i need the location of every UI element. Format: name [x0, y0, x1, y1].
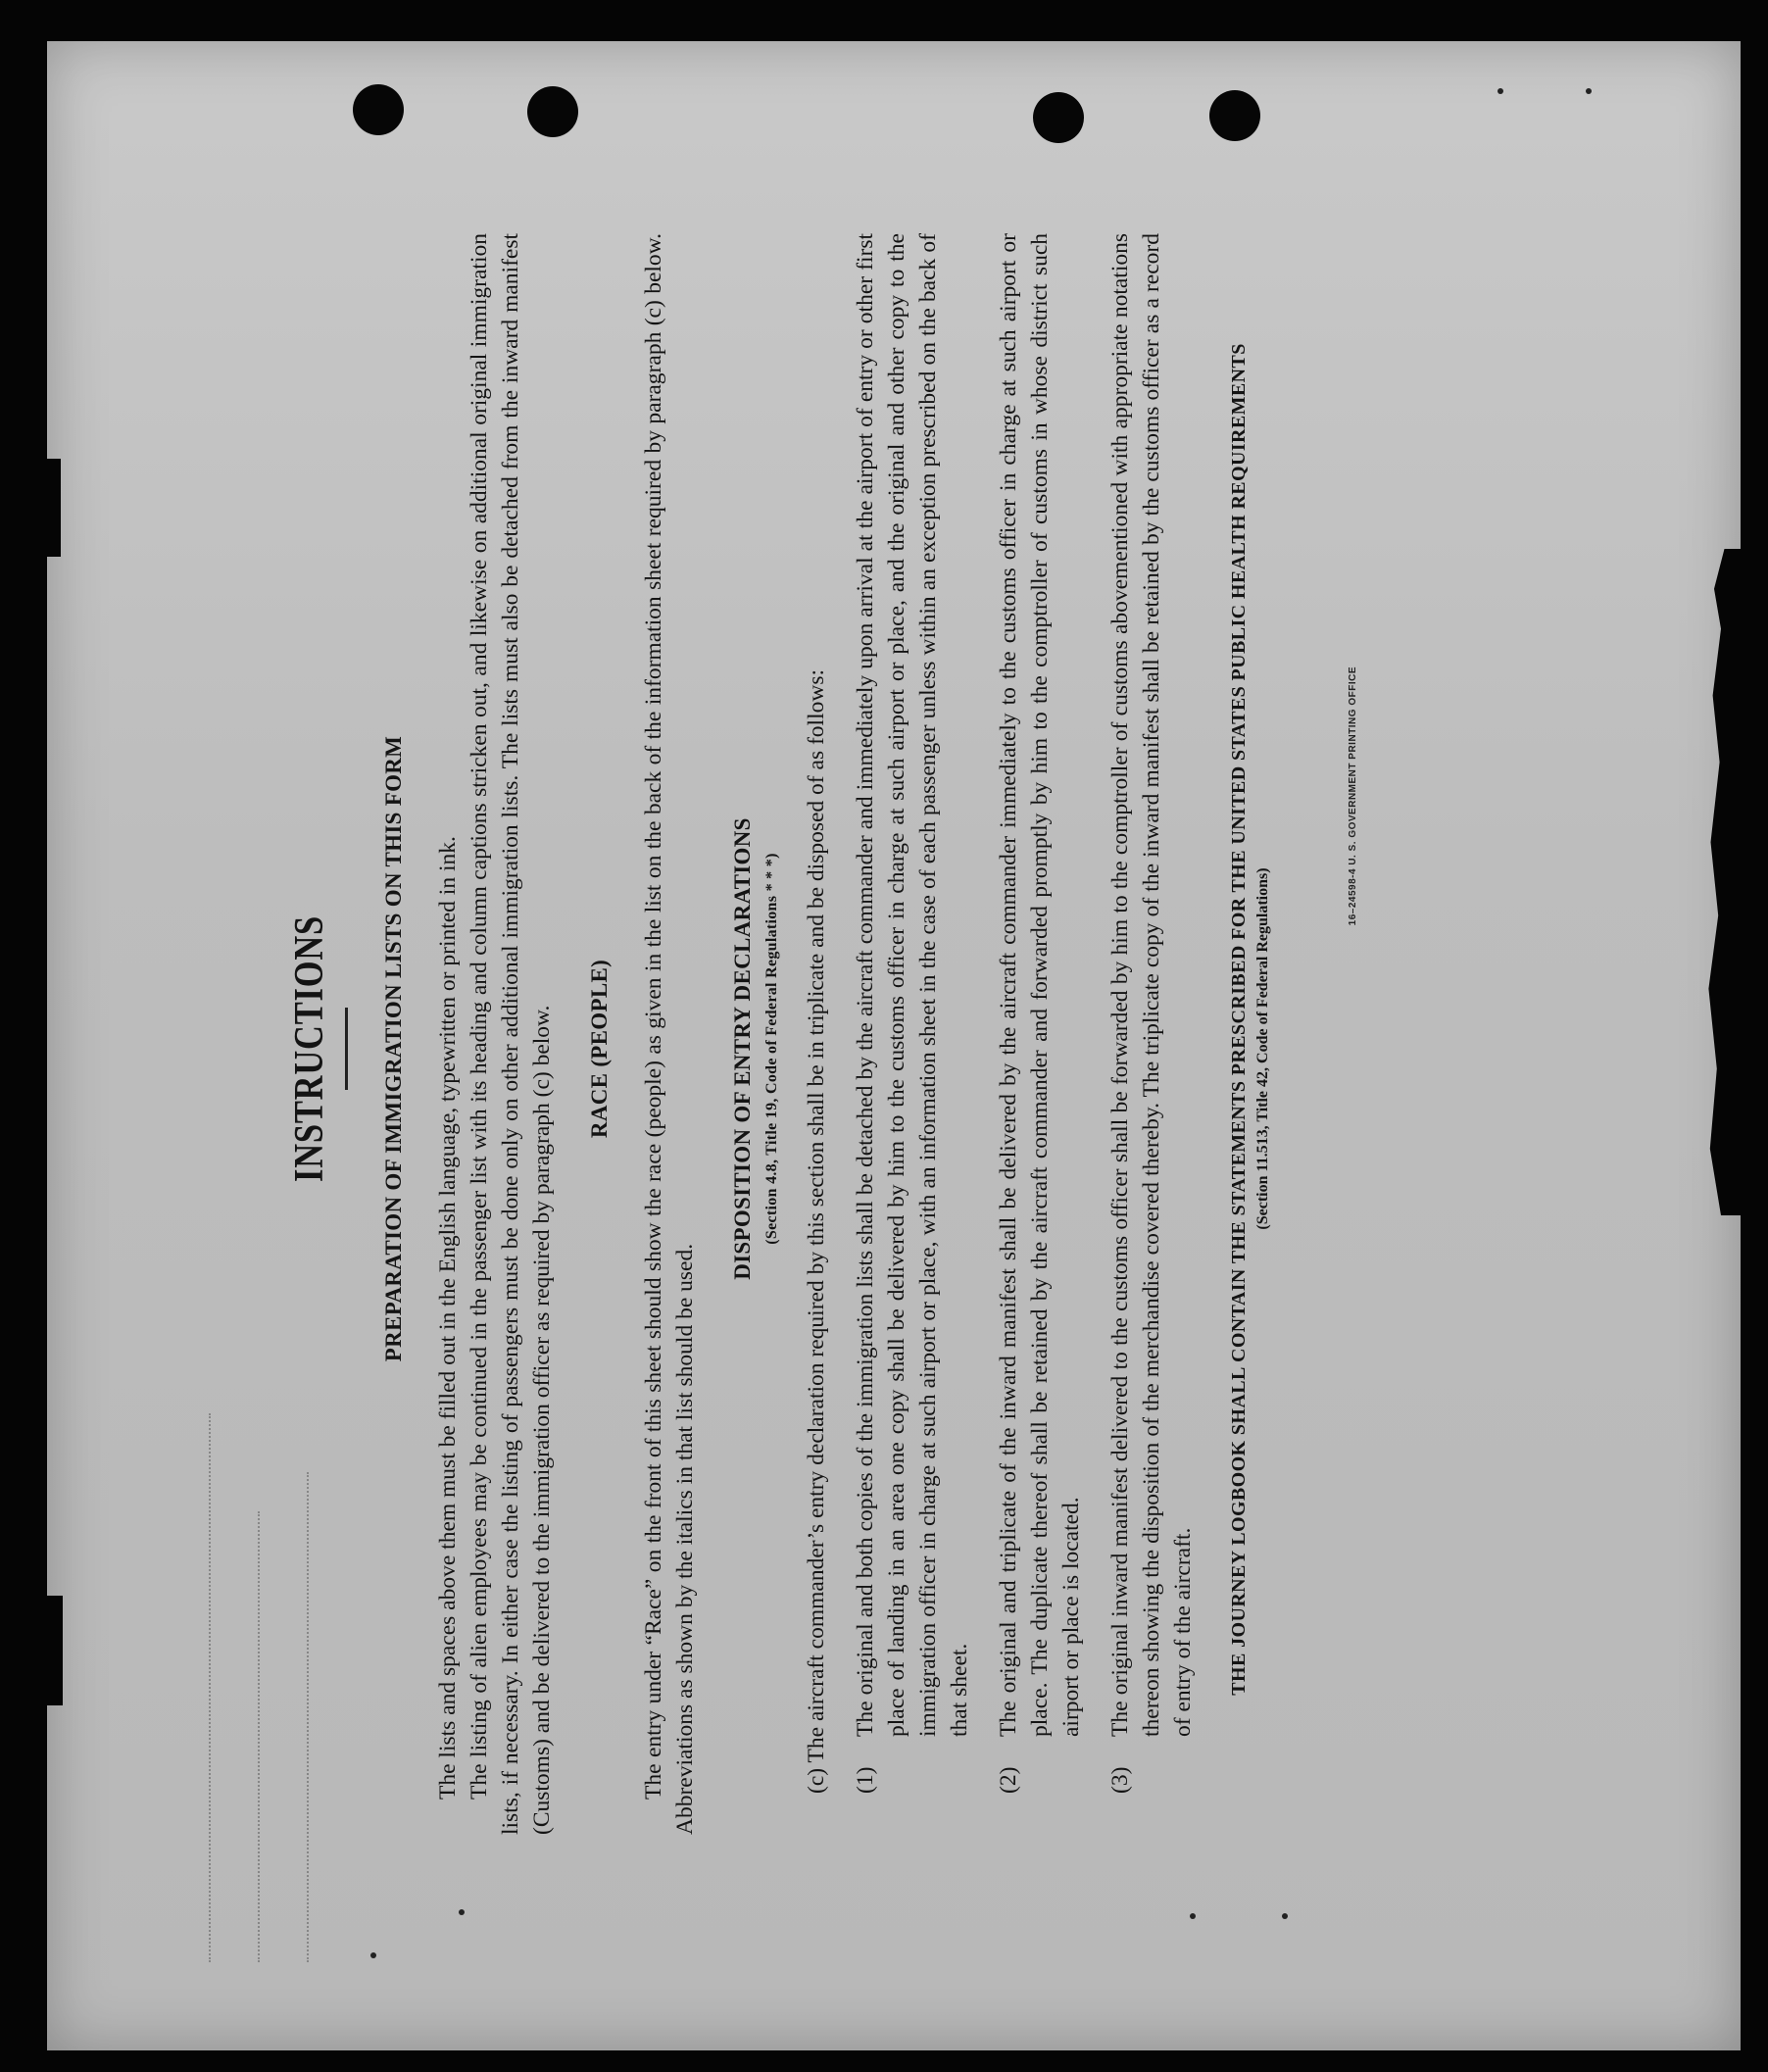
edge-notch: [47, 459, 61, 557]
printer-mark: 16–24598-4 U. S. GOVERNMENT PRINTING OFFICE: [1348, 666, 1358, 926]
logbook-citation: (Section 11.513, Title 42, Code of Federal Regulations): [1254, 867, 1271, 1230]
disposition-intro: (c) The aircraft commander’s entry declaration required by this section shall be in triplicate and be disposed of as follows:: [804, 669, 829, 1794]
disposition-citation: (Section 4.8, Title 19, Code of Federal Regulations * * *): [763, 853, 780, 1245]
preparation-paragraph-1: The lists and spaces above them must be filled out in the English language, typewritten or printed in ink.: [435, 836, 461, 1800]
section-heading-preparation: PREPARATION OF IMMIGRATION LISTS ON THIS FORM: [381, 735, 406, 1362]
section-heading-race: RACE (PEOPLE): [587, 959, 612, 1139]
item-text: The original and triplicate of the inward manifest shall be delivered by the aircraft commander immediately to the customs officer in charge at such airport or place. The duplicate thereof shall be retained by the aircraft commander and forwarded promptly by him to the comptroller of customs in whose district such airport or place is located.: [996, 233, 1084, 1737]
disposition-item-3: [1105, 233, 1199, 1794]
bleed-through-dotted-line: [209, 1413, 211, 1962]
item-number: (1): [853, 1766, 878, 1794]
item-text: The original inward manifest delivered to the customs officer shall be forwarded by him to the comptroller of customs abovementioned with appropriate notations thereon showing the disposition of the merchandise covered thereby. The triplicate copy of the inward manifest shall be retained by the customs officer as a record of entry of the aircraft.: [1107, 233, 1196, 1737]
speck: [1498, 88, 1503, 94]
instructions-block: [284, 118, 1382, 1980]
bleed-through-text: [184, 1982, 230, 1992]
title-rule: [345, 1008, 348, 1090]
page-title: INSTRUCTIONS: [287, 914, 332, 1183]
disposition-item-1: [850, 233, 975, 1794]
race-paragraph: The entry under “Race” on the front of this sheet should show the race (people) as given in the list on the back of the information sheet required by paragraph (c) below. Abbreviations as shown by the italics in that list should be used.: [641, 233, 698, 1835]
disposition-item-2: [993, 233, 1087, 1794]
item-text: The original and both copies of the immigration lists shall be detached by the aircraft commander and immediately upon arrival at the airport of entry or other first place of landing in an area one copy shall be delivered by him to the customs officer in charge at such airport or place, and the original and other copy to the immigration officer in charge at such airport or place, with an information sheet in the case of each passenger unless within an exception prescribed on the back of that sheet.: [853, 233, 972, 1737]
logbook-statement: THE JOURNEY LOGBOOK SHALL CONTAIN THE STATEMENTS PRESCRIBED FOR THE UNITED STATES PUBLIC HEALTH REQUIREMENTS: [1228, 343, 1250, 1696]
preparation-paragraph-2: The listing of alien employees may be continued in the passenger list with its heading and column captions stricken out, and likewise on additional original immigration lists, if necessary. In either case the listing of passengers must be done only on other additional immigration lists. The lists must also be detached from the inward manifest (Customs) and be delivered to the immigration officer as required by paragraph (c) below.: [467, 233, 555, 1835]
item-number: (2): [996, 1766, 1021, 1794]
item-number: (3): [1107, 1766, 1133, 1794]
edge-notch: [47, 1596, 63, 1705]
bleed-through-dotted-line: [258, 1511, 260, 1962]
section-heading-disposition: DISPOSITION OF ENTRY DECLARATIONS: [730, 817, 755, 1280]
speck: [1586, 88, 1592, 94]
